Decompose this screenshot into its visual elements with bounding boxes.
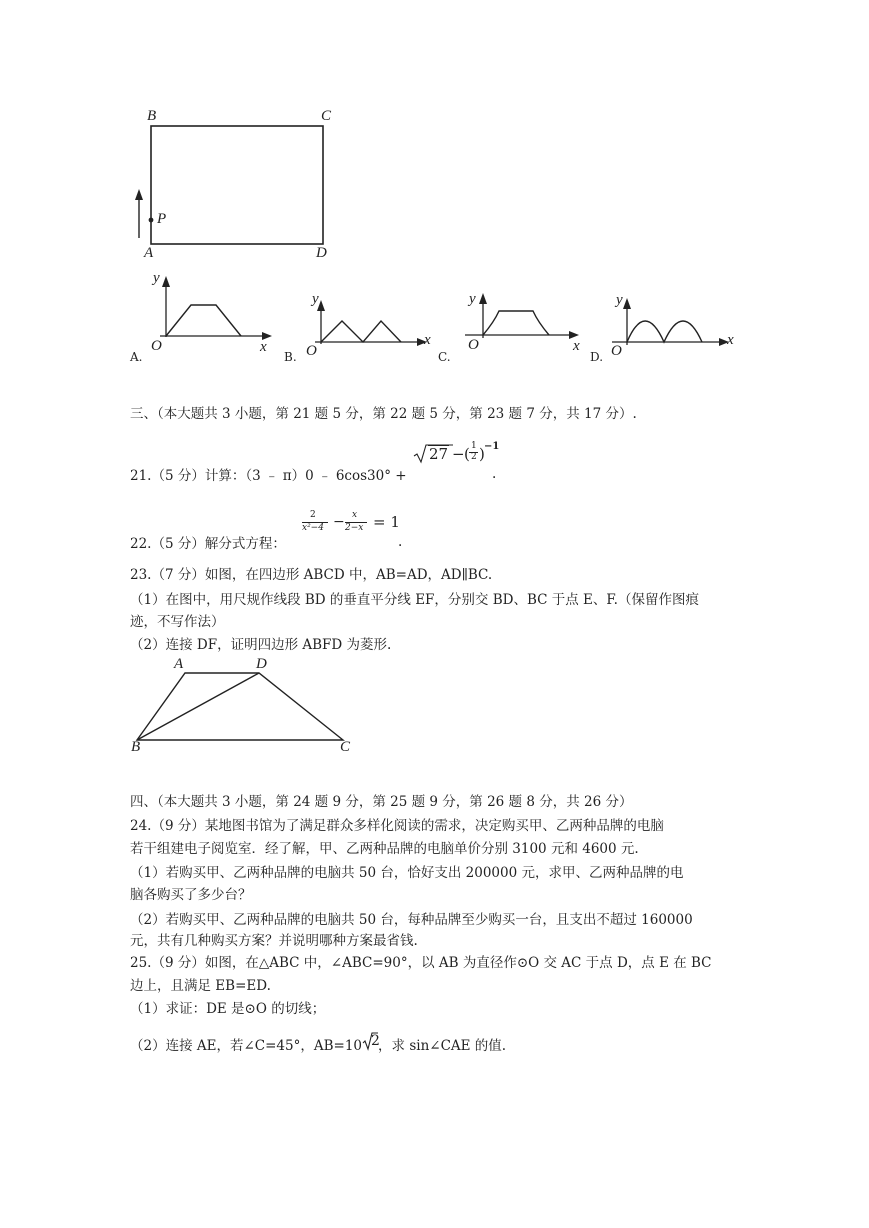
trap-label-b: B: [131, 739, 141, 755]
trap-label-a: A: [174, 656, 184, 672]
q24-line1: 24.（9 分）某地图书馆为了满足群众多样化阅读的需求，决定购买甲、乙两种品牌的电脑: [130, 818, 664, 834]
option-a-y: y: [153, 270, 160, 286]
label-p: P: [157, 211, 167, 227]
q24-line2: 若干组建电子阅览室．经了解，甲、乙两种品牌的电脑单价分别 3100 元和 4600 元.: [130, 841, 639, 857]
option-a-x: x: [260, 339, 267, 355]
q24-line6: 元，共有几种购买方案？并说明哪种方案最省钱.: [130, 933, 418, 949]
option-b-x: x: [424, 332, 431, 348]
diagonal-bd: [137, 673, 259, 740]
q25-sqrt-arg: 2: [371, 1033, 380, 1049]
option-a-label[interactable]: A.: [130, 350, 143, 364]
option-b-o: O: [306, 343, 317, 359]
q23-line3: 迹，不写作法）: [130, 614, 225, 630]
label-d: D: [316, 245, 327, 261]
q23-line1: 23.（7 分）如图，在四边形 ABCD 中，AB=AD，AD∥BC.: [130, 567, 493, 583]
q25-line4-part1: （2）连接 AE，若∠C=45°，AB=10: [130, 1038, 363, 1054]
q22-minus: −: [333, 514, 345, 530]
option-a-o: O: [151, 338, 162, 354]
q21-frac-den: 2: [471, 452, 477, 462]
q21-frac-num: 1: [471, 441, 477, 451]
option-c-label[interactable]: C.: [438, 350, 451, 364]
section-3-heading: 三、（本大题共 3 小题，第 21 题 5 分，第 22 题 5 分，第 23 题 7 分，共 17 分）.: [130, 406, 637, 422]
option-d-o: O: [611, 343, 622, 359]
option-c-o: O: [468, 337, 479, 353]
section-4-heading: 四、（本大题共 3 小题，第 24 题 9 分，第 25 题 9 分，第 26 题 8 分，共 26 分）: [130, 794, 633, 810]
label-a: A: [144, 245, 154, 261]
q22-f2-num: x: [352, 510, 358, 520]
option-d-label[interactable]: D.: [590, 350, 604, 364]
option-b-label[interactable]: B.: [284, 350, 297, 364]
label-b: B: [147, 108, 157, 124]
trap-label-d: D: [256, 656, 267, 672]
trap-label-c: C: [340, 739, 351, 755]
q21-end: .: [492, 466, 497, 482]
q25-line2: 边上，且满足 EB=ED.: [130, 978, 271, 994]
q21-text: 21.（5 分）计算：（3 ﹣ π）0 ﹣ 6cos30° +: [130, 468, 407, 484]
q24-line3: （1）若购买甲、乙两种品牌的电脑共 50 台，恰好支出 200000 元，求甲、乙两种品牌的电: [130, 865, 684, 881]
q23-line2: （1）在图中，用尺规作线段 BD 的垂直平分线 EF，分别交 BD、BC 于点 E、F.（保留作图痕: [130, 592, 699, 608]
q22-f2-den: 2−x: [345, 523, 364, 533]
q22-f1-den: x²−4: [302, 523, 324, 533]
q25-line4-part2: ，求 sin∠CAE 的值.: [378, 1038, 507, 1054]
q24-line4: 脑各购买了多少台？: [130, 887, 252, 903]
option-d-y: y: [616, 292, 623, 308]
option-d-x: x: [727, 332, 734, 348]
q25-line3: （1）求证：DE 是⊙O 的切线；: [130, 1001, 326, 1017]
label-c: C: [321, 108, 332, 124]
option-b-y: y: [312, 291, 319, 307]
q22-text: 22.（5 分）解分式方程：: [130, 536, 286, 552]
q24-line5: （2）若购买甲、乙两种品牌的电脑共 50 台，每种品牌至少购买一台，且支出不超过 160000: [130, 912, 693, 928]
option-c-y: y: [469, 291, 476, 307]
q21-exponent: −1: [484, 441, 500, 452]
q25-line1: 25.（9 分）如图，在△ABC 中，∠ABC=90°，以 AB 为直径作⊙O 交 AC 于点 D，点 E 在 BC: [130, 955, 712, 971]
q25-line4: [130, 1034, 506, 1054]
q23-line4: （2）连接 DF，证明四边形 ABFD 为菱形.: [130, 637, 392, 653]
option-c-x: x: [573, 338, 580, 354]
q25-sqrt: [362, 1033, 380, 1050]
q21-sqrt-arg: 27: [429, 445, 449, 463]
q22-f1-num: 2: [310, 510, 316, 520]
q21-minus: −: [452, 445, 465, 463]
q22-rhs: = 1: [373, 513, 400, 531]
q22-end: .: [398, 534, 403, 550]
